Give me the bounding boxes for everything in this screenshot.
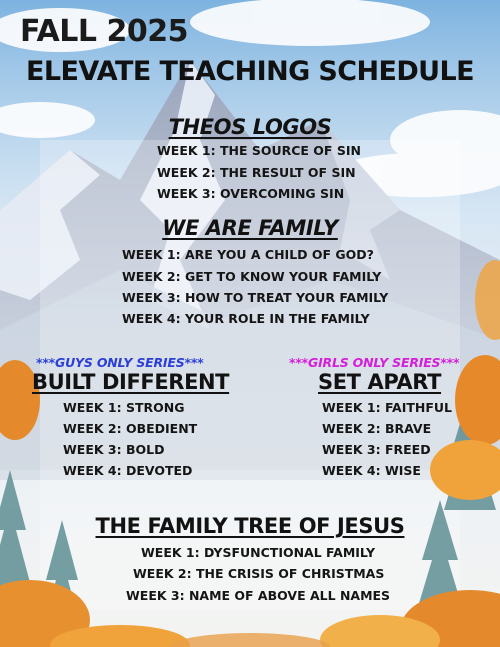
page-title: ELEVATE TEACHING SCHEDULE xyxy=(26,56,474,87)
list-item: WEEK 1: THE SOURCE OF SIN xyxy=(157,143,361,158)
list-item: WEEK 1: FAITHFUL xyxy=(322,400,453,415)
list-item: WEEK 1: ARE YOU A CHILD OF GOD? xyxy=(122,247,374,262)
list-item: WEEK 3: NAME OF ABOVE ALL NAMES xyxy=(126,588,391,603)
list-item: WEEK 4: DEVOTED xyxy=(63,463,193,478)
list-item: WEEK 2: BRAVE xyxy=(322,421,432,436)
term-heading: FALL 2025 xyxy=(20,14,188,49)
list-item: WEEK 4: WISE xyxy=(322,463,421,478)
series-title-family-tree: THE FAMILY TREE OF JESUS xyxy=(95,514,405,538)
list-item: WEEK 4: YOUR ROLE IN THE FAMILY xyxy=(122,311,370,326)
series-title-we-are-family: WE ARE FAMILY xyxy=(162,216,338,240)
list-item: WEEK 3: OVERCOMING SIN xyxy=(157,186,345,201)
list-item: WEEK 1: STRONG xyxy=(63,400,185,415)
list-item: WEEK 2: THE CRISIS OF CHRISTMAS xyxy=(133,566,385,581)
series-title-built-different: BUILT DIFFERENT xyxy=(32,370,230,394)
series-title-theos-logos: THEOS LOGOS xyxy=(168,115,332,139)
list-item: WEEK 2: OBEDIENT xyxy=(63,421,198,436)
list-item: WEEK 3: HOW TO TREAT YOUR FAMILY xyxy=(122,290,389,305)
list-item: WEEK 1: DYSFUNCTIONAL FAMILY xyxy=(141,545,375,560)
list-item: WEEK 2: THE RESULT OF SIN xyxy=(157,165,356,180)
guys-only-tag: ***GUYS ONLY SERIES*** xyxy=(36,355,204,370)
list-item: WEEK 3: FREED xyxy=(322,442,431,457)
girls-only-tag: ***GIRLS ONLY SERIES*** xyxy=(289,355,460,370)
list-item: WEEK 2: GET TO KNOW YOUR FAMILY xyxy=(122,269,382,284)
series-title-set-apart: SET APART xyxy=(318,370,442,394)
list-item: WEEK 3: BOLD xyxy=(63,442,165,457)
